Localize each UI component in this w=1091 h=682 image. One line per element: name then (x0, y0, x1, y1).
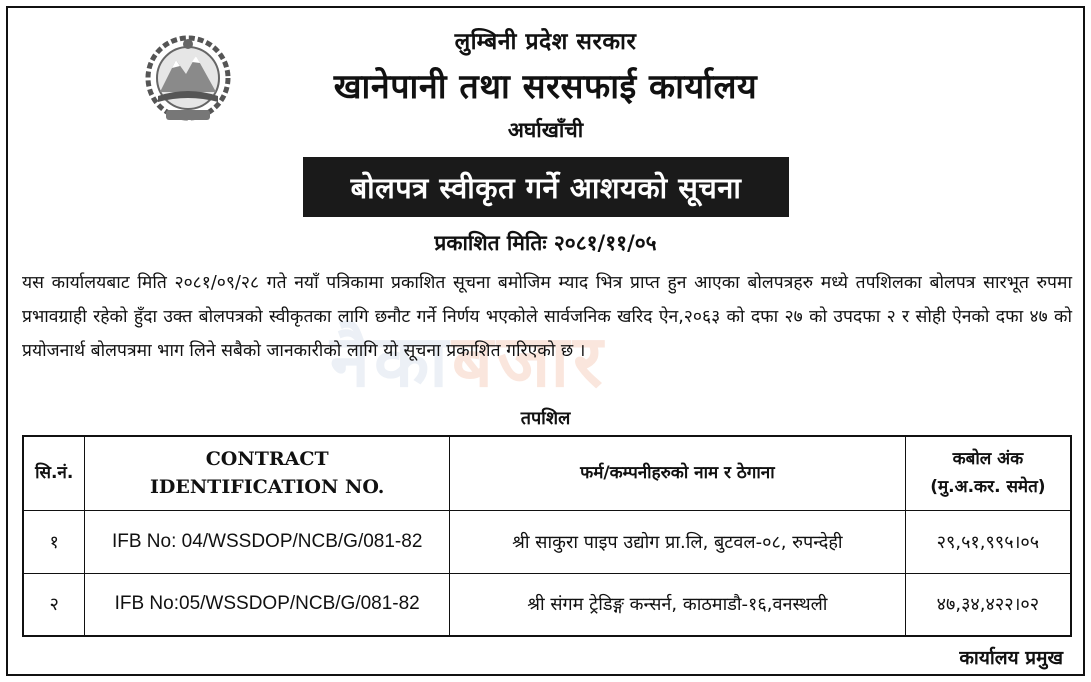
table-row (23, 510, 1071, 573)
office-name: खानेपानी तथा सरसफाई कार्यालय (333, 67, 758, 107)
row-firm: श्री साकुरा पाइप उद्योग प्रा.लि, बुटवल-०८, रुपन्देही (449, 510, 905, 573)
signature-office-chief: कार्यालय प्रमुख (959, 647, 1063, 669)
header-contract (85, 436, 450, 510)
header-contract-line1: CONTRACT (205, 448, 329, 471)
header-amount-line1: कबोल अंक (952, 449, 1024, 470)
row-contract-id: IFB No:05/WSSDOP/NCB/G/081-82 (85, 573, 450, 636)
notice-paragraph: यस कार्यालयबाट मिति २०८१/०९/२८ गते नयाँ पत्रिकामा प्रकाशित सूचना बमोजिम म्याद भित्र प्राप्त हुन आएका बोलपत्रहरु मध्ये तपशिलका बोलपत्र सारभूत रुपमा प्रभावग्राही रहेको हुँदा उक्त बोलपत्रको स्वीकृतका लागि छनौट गर्ने निर्णय भएकोले सार्वजनिक खरिद ऐन,२०६३ को दफा २७ को उपदफा २ र सोही ऐनको दफा ४७ को प्रयोजनार्थ बोलपत्रमा भाग लिने सबैको जानकारीको लागि यो सूचना प्रकाशित गरिएको छ । (22, 273, 1072, 361)
row-firm: श्री संगम ट्रेडिङ्ग कन्सर्न, काठमाडौ-१६,वनस्थली (449, 573, 905, 636)
row-amount: ४७,३४,४२२।०२ (905, 573, 1071, 636)
publication-date: प्रकाशित मितिः २०८१/११/०५ (434, 231, 657, 255)
table-header-row (23, 436, 1071, 510)
watermark-part2: बजार (451, 319, 607, 403)
notice-title-banner (303, 157, 789, 217)
bid-schedule-table (22, 435, 1072, 637)
schedule-label: तपशिल (520, 408, 571, 429)
row-sn: १ (23, 510, 85, 573)
header-amount (905, 436, 1071, 510)
watermark-part1: नैका (330, 319, 452, 403)
header-contract-line2: IDENTIFICATION NO. (149, 476, 385, 499)
notice-title: बोलपत्र स्वीकृत गर्ने आशयको सूचना (350, 170, 742, 205)
office-location: अर्घाखाँची (507, 118, 584, 142)
row-sn: २ (23, 573, 85, 636)
row-amount: २९,५१,९९५।०५ (905, 510, 1071, 573)
table-row (23, 573, 1071, 636)
header-firm: फर्म/कम्पनीहरुको नाम र ठेगाना (449, 436, 905, 510)
government-name: लुम्बिनी प्रदेश सरकार (454, 29, 637, 55)
header-sn: सि.नं. (23, 436, 85, 510)
header-amount-line2: (मु.अ.कर. समेत) (930, 477, 1046, 498)
row-contract-id: IFB No: 04/WSSDOP/NCB/G/081-82 (85, 510, 450, 573)
